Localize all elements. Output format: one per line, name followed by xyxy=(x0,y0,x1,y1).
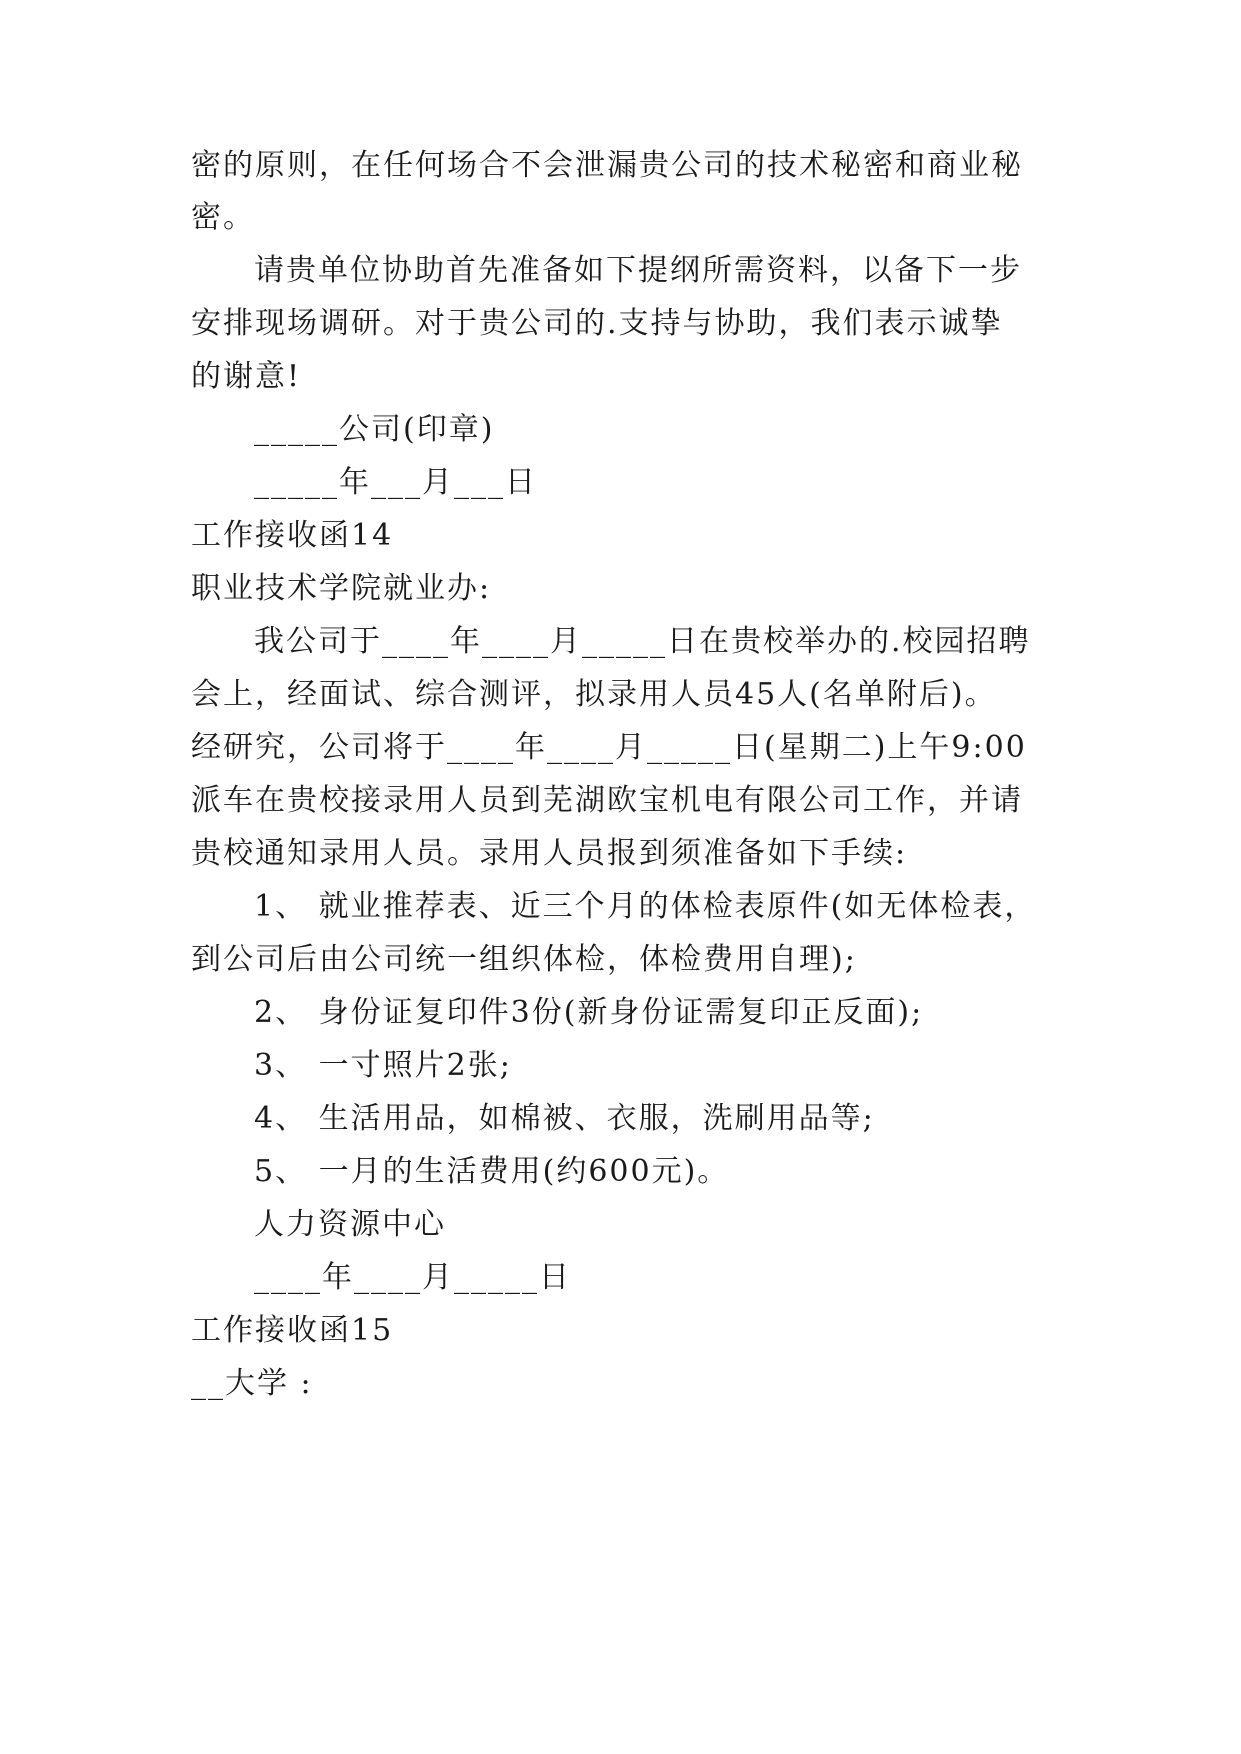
paragraph-line: 密。 xyxy=(191,200,255,235)
paragraph-line: 派车在贵校接录用人员到芜湖欧宝机电有限公司工作，并请 xyxy=(191,783,1023,818)
list-item: 3、 一寸照片2张; xyxy=(254,1048,512,1083)
paragraph-line: 贵校通知录用人员。录用人员报到须准备如下手续: xyxy=(191,836,908,871)
list-item: 4、 生活用品，如棉被、衣服，洗刷用品等; xyxy=(254,1101,875,1136)
list-item: 1、 就业推荐表、近三个月的体检表原件(如无体检表， xyxy=(254,889,1037,924)
paragraph-line: 会上，经面试、综合测评，拟录用人员45人(名单附后)。 xyxy=(191,677,997,712)
salutation: __大学 : xyxy=(191,1366,313,1401)
paragraph-line: 我公司于____年____月_____日在贵校举办的.校园招聘 xyxy=(254,624,1031,659)
section-heading: 工作接收函14 xyxy=(191,518,394,553)
paragraph-line: 安排现场调研。对于贵公司的.支持与协助，我们表示诚挚 xyxy=(191,306,1003,341)
salutation: 职业技术学院就业办: xyxy=(191,571,492,606)
signature-line: 人力资源中心 xyxy=(254,1207,446,1242)
paragraph-line: 密的原则，在任何场合不会泄漏贵公司的技术秘密和商业秘 xyxy=(191,148,1023,183)
date-line: _____年___月___日 xyxy=(254,465,537,500)
paragraph-line: 的谢意! xyxy=(191,359,302,394)
section-heading: 工作接收函15 xyxy=(191,1313,394,1348)
list-item-continuation: 到公司后由公司统一组织体检，体检费用自理); xyxy=(191,942,857,977)
list-item: 5、 一月的生活费用(约600元)。 xyxy=(254,1154,730,1189)
company-seal-line: _____公司(印章) xyxy=(254,412,495,447)
paragraph-line: 经研究，公司将于____年____月_____日(星期二)上午9:00 xyxy=(191,730,1027,765)
paragraph-line: 请贵单位协助首先准备如下提纲所需资料，以备下一步 xyxy=(254,253,1022,288)
list-item: 2、 身份证复印件3份(新身份证需复印正反面); xyxy=(254,995,924,1030)
date-line: ____年____月_____日 xyxy=(254,1260,571,1295)
